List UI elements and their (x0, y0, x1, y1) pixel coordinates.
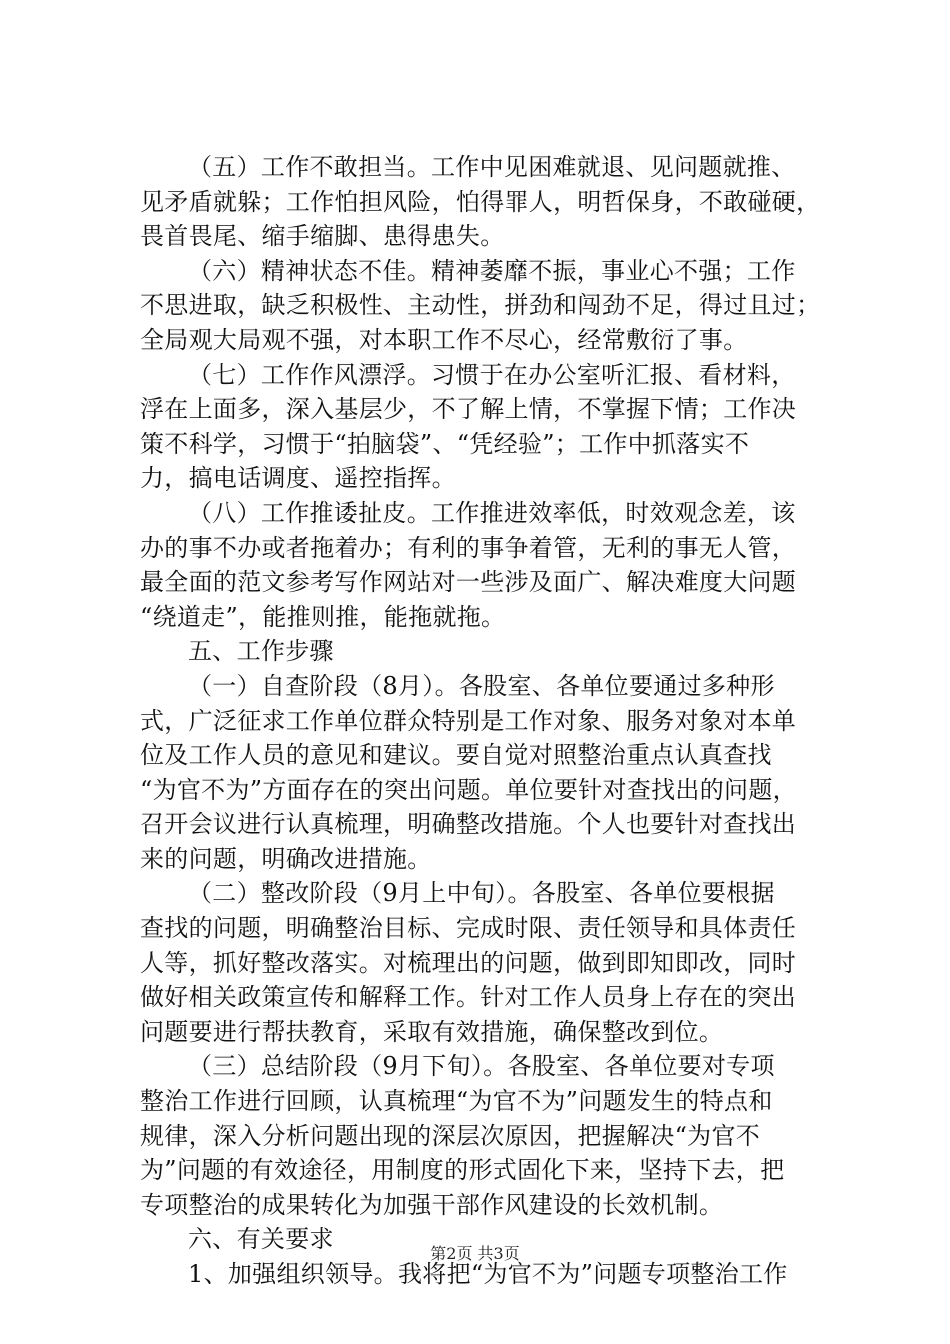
step-three-line: 专项整治的成果转化为加强干部作风建设的长效机制。 (140, 1190, 724, 1219)
paragraph-seven-line: （七）工作作风漂浮。习惯于在办公室听汇报、看材料， (188, 360, 796, 389)
step-one-line: “为官不为”方面存在的突出问题。单位要针对查找出的问题， (140, 775, 797, 804)
step-two-line: 问题要进行帮扶教育，采取有效措施，确保整改到位。 (140, 1017, 724, 1046)
requirement-one-line: 1、加强组织领导。我将把“为官不为”问题专项整治工作 (188, 1260, 788, 1288)
step-three-line: 为”问题的有效途径，用制度的形式固化下来，坚持下去，把 (140, 1156, 785, 1185)
paragraph-eight-line: “绕道走”，能推则推，能拖就拖。 (140, 602, 506, 631)
step-one-line: 来的问题，明确改进措施。 (140, 844, 432, 873)
paragraph-six-line: （六）精神状态不佳。精神萎靡不振，事业心不强；工作 (188, 256, 796, 285)
paragraph-six-line: 全局观大局观不强，对本职工作不尽心，经常敷衍了事。 (140, 325, 748, 354)
page-number-footer: 第2页 共3页 (430, 1244, 520, 1263)
step-two-line: 查找的问题，明确整治目标、完成时限、责任领导和具体责任 (140, 914, 797, 943)
step-three-line: 整治工作进行回顾，认真梳理“为官不为”问题发生的特点和 (140, 1087, 773, 1116)
paragraph-eight-line: 最全面的范文参考写作网站对一些涉及面广、解决难度大问题 (140, 568, 797, 597)
document-body (140, 150, 840, 1292)
step-one-line: 式，广泛征求工作单位群众特别是工作对象、服务对象对本单 (140, 706, 797, 735)
section-heading-requirements: 六、有关要求 (188, 1225, 334, 1254)
section-heading-work-steps: 五、工作步骤 (188, 637, 334, 666)
step-one-line: （一）自查阶段（8月）。各股室、各单位要通过多种形 (188, 671, 775, 700)
step-one-line: 召开会议进行认真梳理，明确整改措施。个人也要针对查找出 (140, 810, 797, 839)
step-two-line: 做好相关政策宣传和解释工作。针对工作人员身上存在的突出 (140, 983, 797, 1012)
step-three-line: 规律，深入分析问题出现的深层次原因，把握解决“为官不 (140, 1121, 761, 1150)
paragraph-six-line: 不思进取，缺乏积极性、主动性，拼劲和闯劲不足，得过且过； (140, 291, 821, 320)
paragraph-seven-line: 力，搞电话调度、遥控指挥。 (140, 464, 456, 493)
paragraph-seven-line: 策不科学，习惯于“拍脑袋”、“凭经验”；工作中抓落实不 (140, 429, 750, 458)
paragraph-five-line: 畏首畏尾、缩手缩脚、患得患失。 (140, 222, 505, 251)
step-one-line: 位及工作人员的意见和建议。要自觉对照整治重点认真查找 (140, 741, 772, 770)
paragraph-five-line: 见矛盾就躲；工作怕担风险，怕得罪人，明哲保身，不敢碰硬， (140, 187, 821, 216)
step-two-line: （二）整改阶段（9月上中旬）。各股室、各单位要根据 (188, 879, 775, 908)
paragraph-seven-line: 浮在上面多，深入基层少，不了解上情，不掌握下情；工作决 (140, 395, 797, 424)
paragraph-five-line: （五）工作不敢担当。工作中见困难就退、见问题就推、 (188, 153, 796, 181)
step-three-line: （三）总结阶段（9月下旬）。各股室、各单位要对专项 (188, 1052, 775, 1081)
paragraph-eight-line: （八）工作推诿扯皮。工作推进效率低，时效观念差，该 (188, 498, 796, 527)
step-two-line: 人等，抓好整改落实。对梳理出的问题，做到即知即改，同时 (140, 948, 797, 977)
paragraph-eight-line: 办的事不办或者拖着办；有利的事争着管，无利的事无人管， (140, 533, 797, 562)
